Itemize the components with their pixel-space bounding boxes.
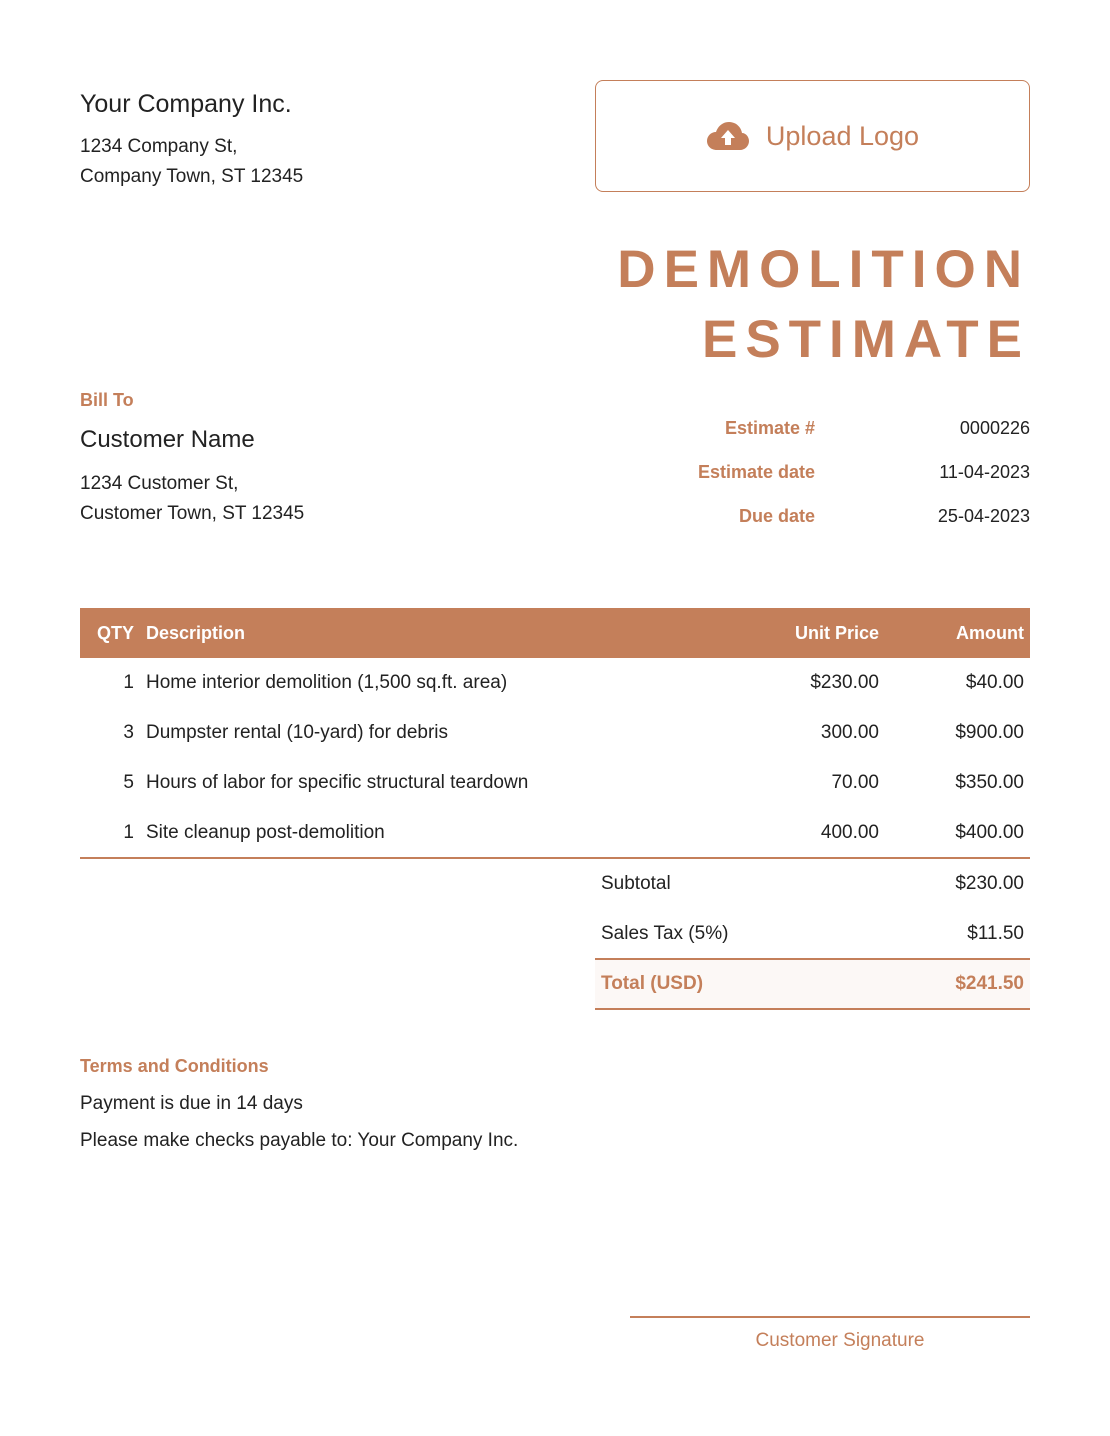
cell-unit-price: $230.00 bbox=[810, 672, 879, 693]
cell-amount: $350.00 bbox=[955, 772, 1024, 793]
due-date-value: 25-04-2023 bbox=[937, 505, 1030, 526]
bill-to-label: Bill To bbox=[80, 390, 134, 410]
cell-description: Site cleanup post-demolition bbox=[140, 808, 725, 858]
cell-unit-price: 70.00 bbox=[831, 772, 879, 793]
table-row bbox=[80, 758, 1030, 808]
customer-address-line1: 1234 Customer St, bbox=[80, 473, 239, 494]
document-title-line2: ESTIMATE bbox=[701, 310, 1030, 369]
document-title bbox=[430, 235, 1030, 375]
line-items-table bbox=[80, 608, 1030, 859]
estimate-date-label: Estimate date bbox=[697, 461, 815, 482]
upload-logo-button[interactable] bbox=[595, 80, 1030, 192]
estimate-number-label: Estimate # bbox=[724, 417, 815, 438]
header-description: Description bbox=[140, 608, 725, 658]
company-address-line1: 1234 Company St, bbox=[80, 136, 238, 157]
terms-title: Terms and Conditions bbox=[80, 1056, 269, 1076]
cell-qty: 3 bbox=[123, 722, 134, 743]
subtotal-value: $230.00 bbox=[955, 873, 1024, 894]
estimate-date-value: 11-04-2023 bbox=[939, 461, 1030, 482]
document-title-line1: DEMOLITION bbox=[617, 240, 1030, 299]
totals-table bbox=[595, 859, 1030, 1010]
table-row bbox=[80, 808, 1030, 858]
cell-description: Dumpster rental (10-yard) for debris bbox=[146, 722, 448, 743]
subtotal-label: Subtotal bbox=[601, 873, 671, 894]
cell-description: Hours of labor for specific structural teardown bbox=[146, 772, 529, 793]
subtotal-row bbox=[595, 859, 1030, 909]
cell-qty: 5 bbox=[123, 772, 134, 793]
table-row bbox=[80, 708, 1030, 758]
cell-qty: 1 bbox=[123, 672, 134, 693]
terms-line-2: Please make checks payable to: Your Company Inc. bbox=[80, 1130, 519, 1151]
company-address-line2: Company Town, ST 12345 bbox=[80, 166, 304, 187]
header-qty: QTY bbox=[80, 608, 140, 658]
table-header-row bbox=[80, 608, 1030, 658]
customer-address-line2: Customer Town, ST 12345 bbox=[80, 503, 305, 524]
cell-amount: $40.00 bbox=[965, 672, 1024, 693]
upload-logo-label: Upload Logo bbox=[765, 120, 920, 151]
table-row bbox=[80, 658, 1030, 708]
terms-line-1: Payment is due in 14 days bbox=[80, 1093, 303, 1114]
estimate-number-row bbox=[630, 413, 1030, 443]
cloud-upload-icon bbox=[706, 121, 750, 151]
sales-tax-row bbox=[595, 909, 1030, 959]
header-unit-price: Unit Price bbox=[725, 608, 885, 658]
sales-tax-label: Sales Tax (5%) bbox=[601, 922, 729, 944]
signature-line bbox=[630, 1316, 1030, 1318]
customer-name: Customer Name bbox=[80, 426, 255, 453]
estimate-date-row bbox=[630, 457, 1030, 487]
company-address bbox=[80, 132, 303, 192]
signature-label: Customer Signature bbox=[755, 1330, 925, 1351]
cell-qty: 1 bbox=[80, 808, 140, 858]
due-date-row bbox=[630, 501, 1030, 531]
estimate-number-value: 0000226 bbox=[959, 417, 1030, 438]
total-row bbox=[595, 959, 1030, 1009]
cell-unit-price: 400.00 bbox=[725, 808, 885, 858]
sales-tax-value: $11.50 bbox=[967, 922, 1024, 944]
cell-amount: $400.00 bbox=[885, 808, 1030, 858]
cell-unit-price: 300.00 bbox=[820, 722, 879, 743]
total-label: Total (USD) bbox=[595, 959, 874, 1009]
total-value: $241.50 bbox=[874, 959, 1030, 1009]
header-amount: Amount bbox=[885, 608, 1030, 658]
company-name: Your Company Inc. bbox=[80, 90, 292, 118]
cell-description: Home interior demolition (1,500 sq.ft. area) bbox=[146, 672, 508, 693]
due-date-label: Due date bbox=[738, 505, 815, 526]
cell-amount: $900.00 bbox=[955, 722, 1024, 743]
customer-address bbox=[80, 469, 304, 529]
